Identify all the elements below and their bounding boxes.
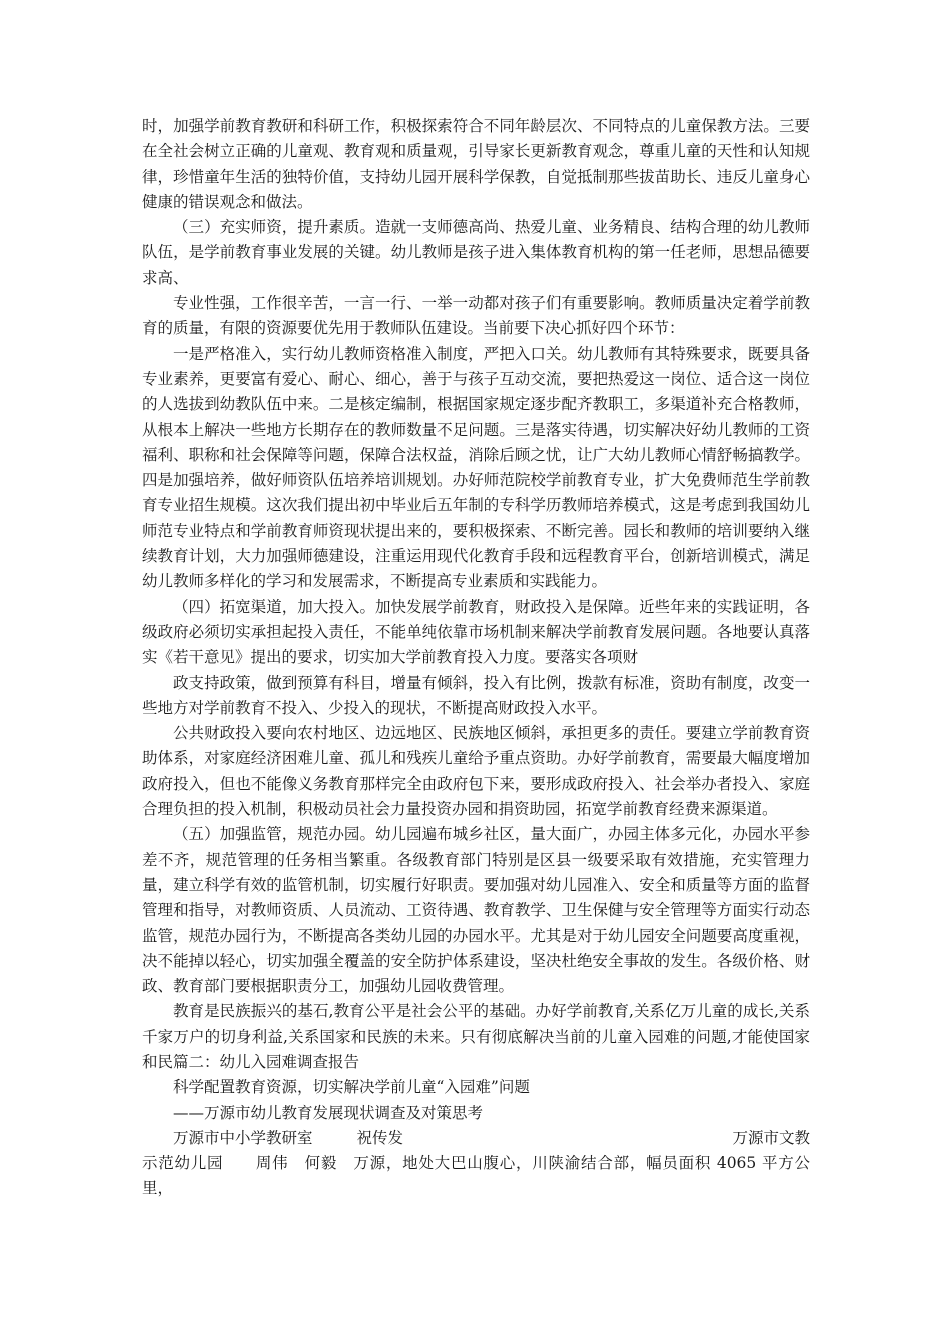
author-organization: 万源市中小学教研室 [173,1128,313,1147]
document-page [142,114,810,1202]
report-title: 科学配置教育资源，切实解决学前儿童“入园难”问题 [173,1078,530,1097]
paragraph-9: 教育是民族振兴的基石,教育公平是社会公平的基础。办好学前教育,关系亿万儿童的成长,关系千家万户的切身利益,关系国家和民族的未来。只有彻底解决当前的儿童入园难的问题,才能使国家和民篇二：幼儿入园难调查报告 [142,1002,810,1071]
paragraph-4: 一是严格准入，实行幼儿教师资格准入制度，严把入口关。幼儿教师有其特殊要求，既要具备专业素养，更要富有爱心、耐心、细心，善于与孩子互动交流，要把热爱这一岗位、适合这一岗位的人选拔到幼教队伍中来。二是核定编制，根据国家规定逐步配齐教职工，多渠道补充合格教师，从根本上解决一些地方长期存在的教师数量不足问题。三是落实待遇，切实解决好幼儿教师的工资福利、职称和社会保障等问题，保障合法权益，消除后顾之忧，让广大幼儿教师心情舒畅搞教学。四是加强培养，做好师资队伍培养培训规划。办好师范院校学前教育专业，扩大免费师范生学前教育专业招生规模。这次我们提出初中毕业后五年制的专科学历教师培养模式，这是考虑到我国幼儿师范专业特点和学前教育师资现状提出来的，要积极探索、不断完善。园长和教师的培训要纳入继续教育计划，大力加强师德建设，注重运用现代化教育手段和远程教育平台，创新培训模式，满足幼儿教师多样化的学习和发展需求，不断提高专业素质和实践能力。 [142,344,810,591]
paragraph-2: （三）充实师资，提升素质。造就一支师德高尚、热爱儿童、业务精良、结构合理的幼儿教师队伍，是学前教育事业发展的关键。幼儿教师是孩子进入集体教育机构的第一任老师，思想品德要求高、 [142,218,810,287]
author-line [142,1126,810,1151]
author-name: 祝传发 [356,1128,404,1147]
paragraph-last: 示范幼儿园 周伟 何毅 万源，地处大巴山腹心，川陕渝结合部，幅员面积 4065 平方公里， [142,1154,810,1198]
report-subtitle: ——万源市幼儿教育发展现状调查及对策思考 [173,1103,484,1122]
paragraph-5: （四）拓宽渠道，加大投入。加快发展学前教育，财政投入是保障。近些年来的实践证明，各级政府必须切实承担起投入责任，不能单纯依靠市场机制来解决学前教育发展问题。各地要认真落实《若干意见》提出的要求，切实加大学前教育投入力度。要落实各项财 [142,597,810,667]
author-left [142,1126,403,1151]
paragraph-3: 专业性强，工作很辛苦，一言一行、一举一动都对孩子们有重要影响。教师质量决定着学前教育的质量，有限的资源要优先用于教师队伍建设。当前要下决心抓好四个环节： [142,294,810,338]
author-organization-right: 万源市文教 [732,1128,810,1147]
paragraph-1: 时，加强学前教育教研和科研工作，积极探索符合不同年龄层次、不同特点的儿童保教方法。三要在全社会树立正确的儿童观、教育观和质量观，引导家长更新教育观念，尊重儿童的天性和认知规律，珍惜童年生活的独特价值，支持幼儿园开展科学保教，自觉抵制那些拔苗助长、违反儿童身心健康的错误观念和做法。 [142,117,810,211]
paragraph-7: 公共财政投入要向农村地区、边远地区、民族地区倾斜，承担更多的责任。要建立学前教育资助体系，对家庭经济困难儿童、孤儿和残疾儿童给予重点资助。办好学前教育，需要最大幅度增加政府投入，但也不能像义务教育那样完全由政府包下来，要形成政府投入、社会举办者投入、家庭合理负担的投入机制，积极动员社会力量投资办园和捐资助园，拓宽学前教育经费来源渠道。 [142,724,810,819]
paragraph-6: 政支持政策，做到预算有科目，增量有倾斜，投入有比例，拨款有标准，资助有制度，改变一些地方对学前教育不投入、少投入的现状，不断提高财政投入水平。 [142,673,810,717]
paragraph-8: （五）加强监管，规范办园。幼儿园遍布城乡社区，量大面广，办园主体多元化，办园水平参差不齐，规范管理的任务相当繁重。各级教育部门特别是区县一级要采取有效措施，充实管理力量，建立科学有效的监管机制，切实履行好职责。要加强对幼儿园准入、安全和质量等方面的监督管理和指导，对教师资质、人员流动、工资待遇、教育教学、卫生保健与安全管理等方面实行动态监管，规范办园行为，不断提高各类幼儿园的办园水平。尤其是对于幼儿园安全问题要高度重视，决不能掉以轻心，切实加强全覆盖的安全防护体系建设，坚决杜绝安全事故的发生。各级价格、财政、教育部门要根据职责分工，加强幼儿园收费管理。 [142,825,810,996]
